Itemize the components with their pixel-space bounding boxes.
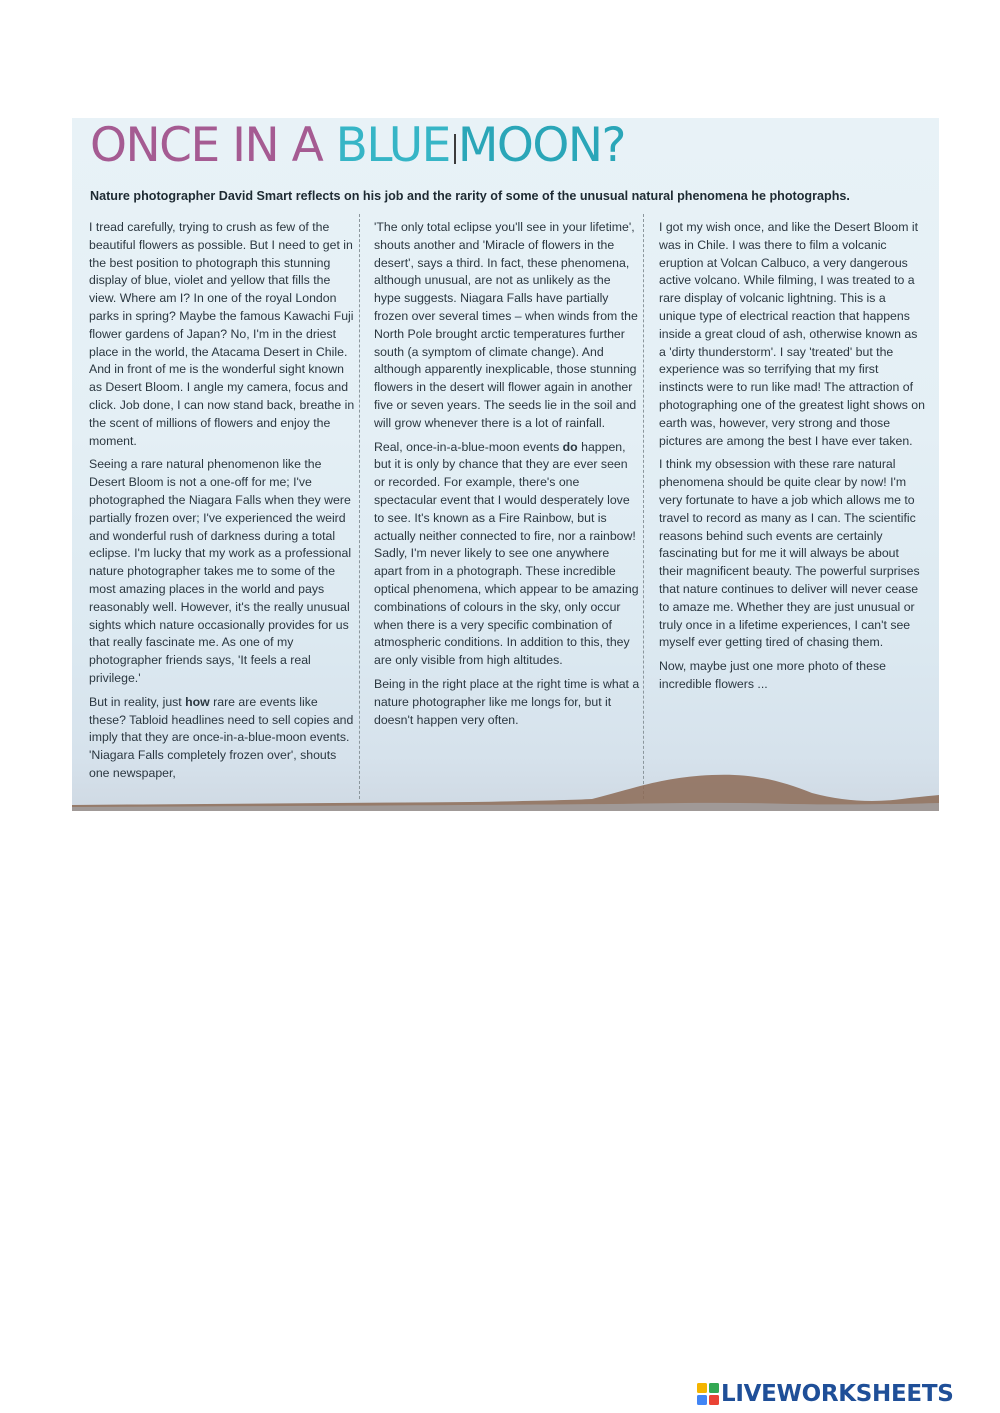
paragraph: 'The only total eclipse you'll see in your lifetime', shouts another and 'Miracle of flowers in the desert', says a third. In fact, these phenomena, although unusual, are not as unlikely as the hype suggests. Niagara Falls have partially frozen over several times – when winds from the North Pole brought arctic temperatures further south (a symptom of climate change). And although apparently inexplicable, those stunning flowers in the desert will flower again in another five or seven years. The seeds lie in the soil and will grow whenever there is a lot of rainfall.	[374, 220, 638, 430]
paragraph: Being in the right place at the right time is what a nature photographer like me longs for, but it doesn't happen very often.	[374, 676, 640, 727]
liveworksheets-logo-icon	[697, 1383, 719, 1405]
title-part-blue: BLUE	[335, 118, 450, 173]
paragraph	[89, 694, 355, 783]
column-3	[659, 219, 925, 700]
paragraph: Seeing a rare natural phenomenon like the Desert Bloom is not a one-off for me; I've photographed the Niagara Falls when they were partially frozen over; I've experienced the weird and wonderful rush of darkness during a total eclipse. I'm lucky that my work as a professional nature photographer takes me to some of the most amazing places in the world and pays reasonably well. However, it's the really unusual sights which nature occasionally provides for us that really fascinate me. As one of my photographer friends says, 'It feels a real privilege.'	[89, 457, 352, 685]
column-divider	[359, 214, 360, 799]
logo-text: LIVEWORKSHEETS	[721, 1381, 954, 1407]
text-run: happen, but it is only by chance that they are ever seen or recorded. For example, there's one spectacular event that I would desperately love to see. It's known as a Fire Rainbow, but is actually neither connected to fire, nor a rainbow! Sadly, I'm never likely to see one anywhere apart from in a photograph. These incredible optical phenomena, which appear to be amazing combinations of colours in the sky, only occur when there is a very specific combination of atmospheric conditions. In addition to this, they are only visible from high altitudes.	[374, 439, 639, 668]
paragraph: I tread carefully, trying to crush as few of the beautiful flowers as possible. But I need to get in the best position to photograph this stunning display of blue, violet and yellow that fills the view. Where am I? In one of the royal London parks in spring? Maybe the famous Kawachi Fuji flower gardens of Japan? No, I'm in the driest place in the world, the Atacama Desert in Chile. And in front of me is the wonderful sight known as Desert Bloom. I angle my camera, focus and click. Job done, I can now stand back, breathe in the scent of millions of flowers and enjoy the moment.	[89, 220, 355, 448]
column-2	[374, 219, 640, 735]
title-part-once-in-a: ONCE IN A	[90, 118, 336, 173]
bold-word: do	[562, 439, 578, 454]
liveworksheets-logo	[697, 1378, 997, 1410]
title-part-moon: MOON?	[457, 118, 626, 173]
paragraph: I got my wish once, and like the Desert Bloom it was in Chile. I was there to film a volcanic eruption at Volcan Calbuco, a very dangerous active volcano. While filming, I was treated to a rare display of volcanic lightning. This is a unique type of electrical reaction that happens inside a great cloud of ash, otherwise known as a 'dirty thunderstorm'. I say 'treated' but the experience was so terrifying that my first instincts were to run like mad! The attraction of photographing one of the greatest light shows on earth was, however, very strong and those pictures are among the best I have ever taken.	[659, 220, 925, 448]
column-divider	[643, 214, 644, 799]
standfirst: Nature photographer David Smart reflects on his job and the rarity of some of the unusual natural phenomena he photographs.	[90, 189, 850, 203]
paragraph: Now, maybe just one more photo of these incredible flowers ...	[659, 659, 886, 691]
paragraph	[374, 439, 640, 670]
bold-word: how	[185, 694, 210, 709]
article-title	[90, 118, 625, 174]
article	[72, 118, 939, 811]
mountain-silhouette	[72, 771, 939, 811]
text-cursor	[454, 134, 456, 164]
column-1	[89, 219, 355, 789]
paragraph: I think my obsession with these rare natural phenomena should be quite clear by now! I'm very fortunate to have a job which allows me to travel to record as many as I can. The scientific reasons behind such events are certainly fascinating but for me it will always be about their magnificent beauty. The powerful surprises that nature continues to deliver will never cease to amaze me. Whether they are just unusual or truly once in a lifetime experiences, I can't see myself ever getting tired of chasing them.	[659, 457, 920, 650]
text-run: rare are events like these? Tabloid headlines need to sell copies and imply that they are once-in-a-blue-moon events. 'Niagara Falls completely frozen over', shouts one newspaper,	[89, 694, 354, 780]
text-run: Real, once-in-a-blue-moon events	[374, 439, 563, 454]
text-run: But in reality, just	[89, 694, 186, 709]
